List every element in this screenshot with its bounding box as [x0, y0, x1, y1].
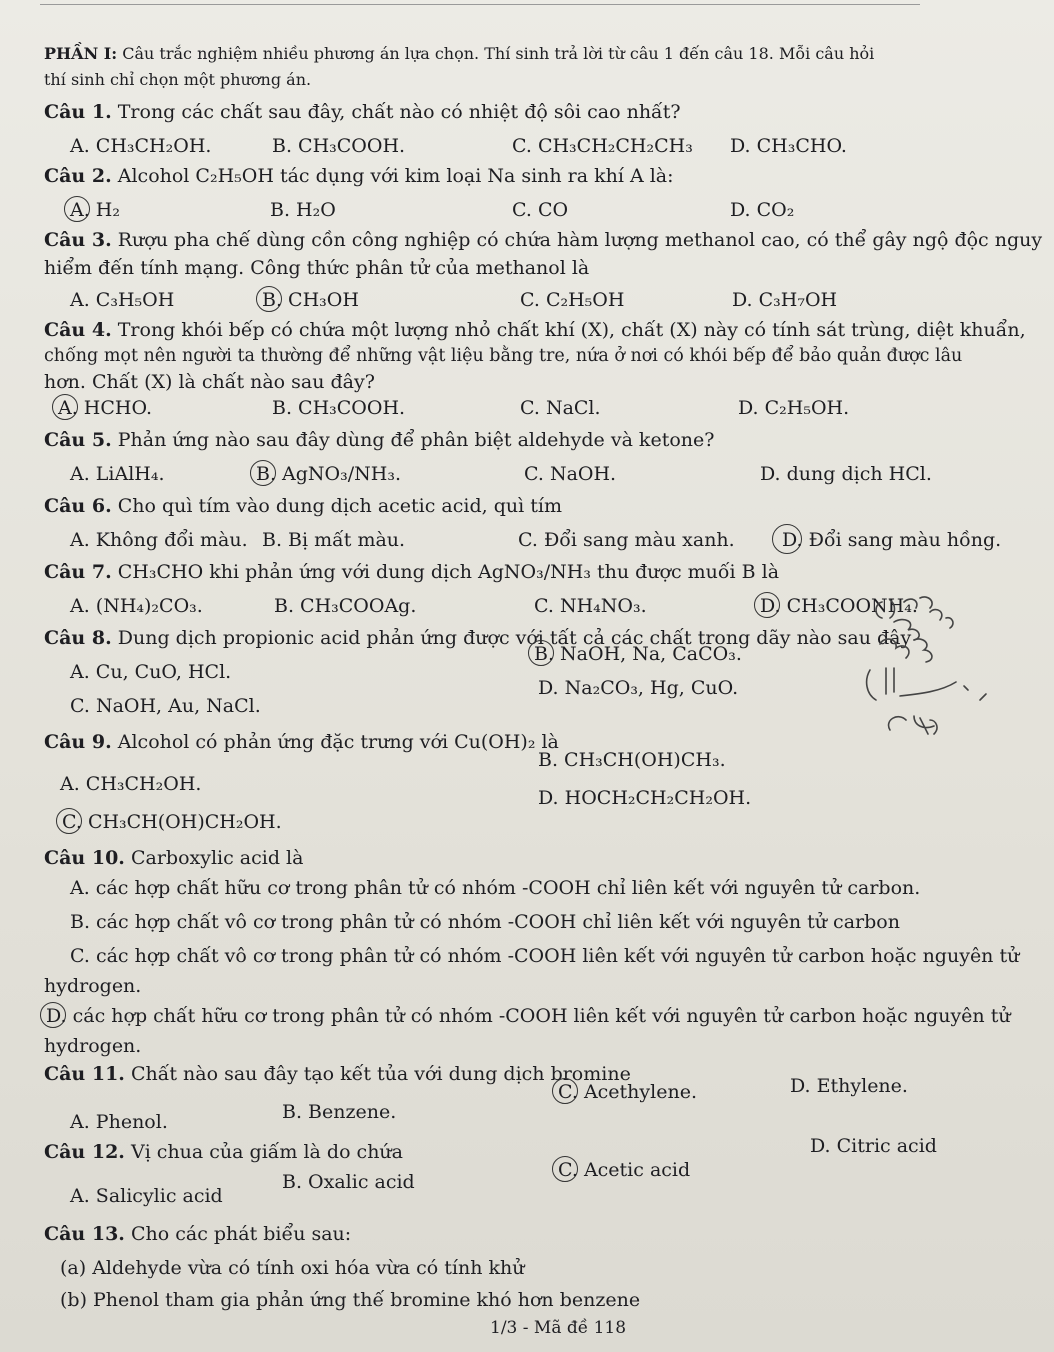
q10-option-c-cont: hydrogen. — [44, 975, 142, 997]
q4-option-c[interactable]: C. NaCl. — [520, 397, 601, 419]
question-number: Câu 6. — [44, 495, 112, 517]
q11-option-c[interactable]: C. Acethylene. — [558, 1081, 697, 1103]
question-text: Phản ứng nào sau đây dùng để phân biệt aldehyde và ketone? — [117, 429, 715, 451]
q6-option-d[interactable]: D. Đổi sang màu hồng. — [782, 529, 1002, 551]
question-number: Câu 11. — [44, 1063, 125, 1085]
q7-option-d[interactable]: D. CH₃COONH₄. — [760, 595, 918, 617]
q7-option-b[interactable]: B. CH₃COOAg. — [274, 595, 417, 617]
question-text: Dung dịch propionic acid phản ứng được với tất cả các chất trong dãy nào sau đây — [117, 627, 912, 649]
question-number: Câu 3. — [44, 229, 112, 251]
question-number: Câu 13. — [44, 1223, 125, 1245]
statement-a: (a) Aldehyde vừa có tính oxi hóa vừa có tính khử — [60, 1257, 525, 1279]
q11-option-b[interactable]: B. Benzene. — [282, 1101, 397, 1123]
q4-option-d[interactable]: D. C₂H₅OH. — [738, 397, 850, 419]
q8-option-a[interactable]: A. Cu, CuO, HCl. — [70, 661, 232, 683]
q7-option-a[interactable]: A. (NH₄)₂CO₃. — [70, 595, 203, 617]
question-number: Câu 10. — [44, 847, 125, 869]
q9-option-c[interactable]: C. CH₃CH(OH)CH₂OH. — [62, 811, 282, 833]
q11-option-d[interactable]: D. Ethylene. — [790, 1075, 908, 1097]
section-label: PHẦN I: — [44, 44, 118, 63]
question-1 — [44, 100, 681, 124]
q10-option-d-cont: hydrogen. — [44, 1035, 142, 1057]
q1-option-b[interactable]: B. CH₃COOH. — [272, 135, 406, 157]
question-number: Câu 2. — [44, 165, 112, 187]
question-10 — [44, 846, 303, 870]
q12-option-d[interactable]: D. Citric acid — [810, 1135, 937, 1157]
handwritten-doodle — [860, 588, 1020, 748]
question-7 — [44, 560, 779, 584]
question-2 — [44, 164, 674, 188]
q1-option-a[interactable]: A. CH₃CH₂OH. — [70, 135, 212, 157]
page-footer: 1/3 - Mã đề 118 — [490, 1318, 627, 1338]
q9-option-d[interactable]: D. HOCH₂CH₂CH₂OH. — [538, 787, 752, 809]
q2-option-d[interactable]: D. CO₂ — [730, 199, 795, 221]
q2-option-c[interactable]: C. CO — [512, 199, 569, 221]
question-text: CH₃CHO khi phản ứng với dung dịch AgNO₃/NH₃ thu được muối B là — [117, 561, 780, 583]
q8-option-b[interactable]: B. NaOH, Na, CaCO₃. — [534, 643, 742, 665]
question-number: Câu 8. — [44, 627, 112, 649]
q3-option-b[interactable]: B. CH₃OH — [262, 289, 359, 311]
question-5 — [44, 428, 714, 452]
question-text: Alcohol C₂H₅OH tác dụng với kim loại Na sinh ra khí A là: — [117, 165, 674, 187]
instructions-text: Câu trắc nghiệm nhiều phương án lựa chọn. Thí sinh trả lời từ câu 1 đến câu 18. Mỗi câu hỏi — [122, 44, 875, 63]
question-4-line-2: chống mọt nên người ta thường để những vật liệu bằng tre, nứa ở nơi có khói bếp để bảo quản được lâu — [44, 346, 963, 366]
q10-option-d[interactable]: D. các hợp chất hữu cơ trong phân tử có nhóm -COOH liên kết với nguyên tử carbon hoặc nguyên tử — [46, 1005, 1011, 1027]
q8-option-d[interactable]: D. Na₂CO₃, Hg, CuO. — [538, 677, 739, 699]
q2-option-a[interactable]: A. H₂ — [70, 199, 120, 221]
q9-option-a[interactable]: A. CH₃CH₂OH. — [60, 773, 202, 795]
q5-option-c[interactable]: C. NaOH. — [524, 463, 617, 485]
q6-option-a[interactable]: A. Không đổi màu. — [70, 529, 248, 551]
q9-option-b[interactable]: B. CH₃CH(OH)CH₃. — [538, 749, 726, 771]
question-number: Câu 9. — [44, 731, 112, 753]
q10-option-b[interactable]: B. các hợp chất vô cơ trong phân tử có nhóm -COOH chỉ liên kết với nguyên tử carbon — [70, 911, 900, 933]
question-3 — [44, 228, 1042, 252]
q1-option-c[interactable]: C. CH₃CH₂CH₂CH₃ — [512, 135, 693, 157]
q12-option-c[interactable]: C. Acetic acid — [558, 1159, 691, 1181]
question-number: Câu 1. — [44, 101, 112, 123]
question-13 — [44, 1222, 351, 1246]
question-number: Câu 12. — [44, 1141, 125, 1163]
q5-option-b[interactable]: B. AgNO₃/NH₃. — [256, 463, 401, 485]
question-text: Alcohol có phản ứng đặc trưng với Cu(OH)₂ là — [117, 731, 559, 753]
q7-option-c[interactable]: C. NH₄NO₃. — [534, 595, 647, 617]
q10-option-c[interactable]: C. các hợp chất vô cơ trong phân tử có nhóm -COOH liên kết với nguyên tử carbon hoặc nguyên tử — [70, 945, 1020, 967]
instructions-line-1 — [44, 42, 874, 66]
q5-option-a[interactable]: A. LiAlH₄. — [70, 463, 165, 485]
q3-option-c[interactable]: C. C₂H₅OH — [520, 289, 625, 311]
q10-option-a[interactable]: A. các hợp chất hữu cơ trong phân tử có nhóm -COOH chỉ liên kết với nguyên tử carbon. — [70, 877, 921, 899]
q3-option-a[interactable]: A. C₃H₅OH — [70, 289, 175, 311]
q4-option-b[interactable]: B. CH₃COOH. — [272, 397, 406, 419]
question-text: Cho quì tím vào dung dịch acetic acid, quì tím — [117, 495, 562, 517]
q5-option-d[interactable]: D. dung dịch HCl. — [760, 463, 932, 485]
top-rule — [40, 4, 920, 5]
q4-option-a[interactable]: A. HCHO. — [58, 397, 152, 419]
q12-option-a[interactable]: A. Salicylic acid — [70, 1185, 223, 1207]
question-4 — [44, 318, 1026, 342]
question-number: Câu 7. — [44, 561, 112, 583]
question-text: Trong các chất sau đây, chất nào có nhiệt độ sôi cao nhất? — [117, 101, 681, 123]
instructions-line-2: thí sinh chỉ chọn một phương án. — [44, 70, 312, 89]
q8-option-c[interactable]: C. NaOH, Au, NaCl. — [70, 695, 261, 717]
question-9 — [44, 730, 559, 754]
question-3-line-2: hiểm đến tính mạng. Công thức phân tử của methanol là — [44, 257, 590, 279]
question-number: Câu 5. — [44, 429, 112, 451]
statement-b: (b) Phenol tham gia phản ứng thế bromine khó hơn benzene — [60, 1289, 641, 1311]
q2-option-b[interactable]: B. H₂O — [270, 199, 336, 221]
question-text: Cho các phát biểu sau: — [130, 1223, 352, 1245]
question-8 — [44, 626, 911, 650]
question-text: Trong khói bếp có chứa một lượng nhỏ chất khí (X), chất (X) này có tính sát trùng, diệt khuẩn, — [117, 319, 1026, 341]
q12-option-b[interactable]: B. Oxalic acid — [282, 1171, 415, 1193]
q1-option-d[interactable]: D. CH₃CHO. — [730, 135, 847, 157]
q3-option-d[interactable]: D. C₃H₇OH — [732, 289, 838, 311]
q6-option-c[interactable]: C. Đổi sang màu xanh. — [518, 529, 735, 551]
question-text: Rượu pha chế dùng cồn công nghiệp có chứa hàm lượng methanol cao, có thể gây ngộ độc nguy — [117, 229, 1043, 251]
question-number: Câu 4. — [44, 319, 112, 341]
q6-option-b[interactable]: B. Bị mất màu. — [262, 529, 406, 551]
q11-option-a[interactable]: A. Phenol. — [70, 1111, 168, 1133]
question-4-line-3: hơn. Chất (X) là chất nào sau đây? — [44, 371, 375, 393]
question-6 — [44, 494, 562, 518]
question-text: Carboxylic acid là — [130, 847, 304, 869]
question-11 — [44, 1062, 631, 1086]
question-12 — [44, 1140, 403, 1164]
question-text: Chất nào sau đây tạo kết tủa với dung dịch bromine — [130, 1063, 631, 1085]
question-text: Vị chua của giấm là do chứa — [130, 1141, 403, 1163]
